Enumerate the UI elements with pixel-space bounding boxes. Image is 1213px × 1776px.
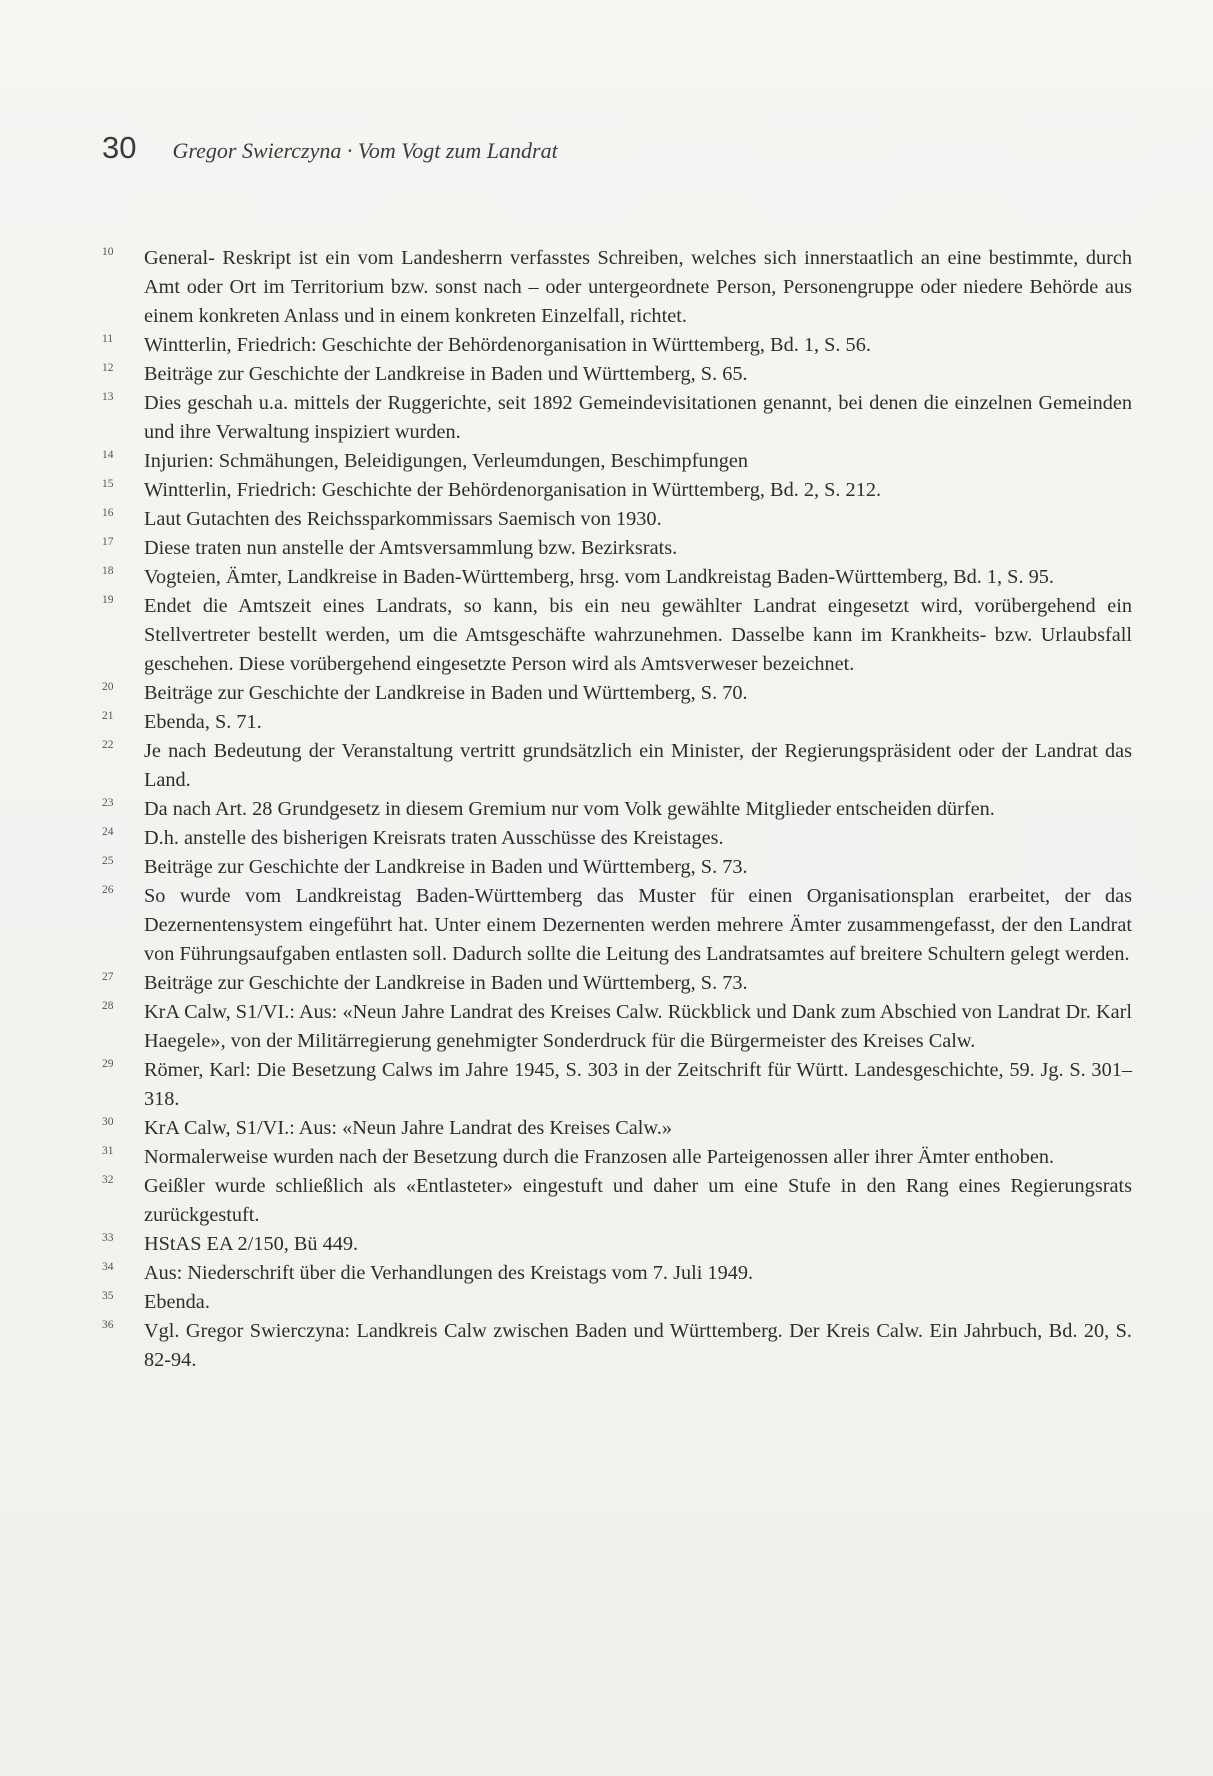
footnote-text: Vgl. Gregor Swierczyna: Landkreis Calw zwischen Baden und Württemberg. Der Kreis Calw. Ein Jahrbuch, Bd. 20, S. 82-94. <box>144 1320 1132 1371</box>
footnote-text: Geißler wurde schließlich als «Entlasteter» eingestuft und daher um eine Stufe in den Rang eines Regierungsrats zurückgestuft. <box>144 1175 1132 1226</box>
footnote <box>102 534 1132 563</box>
footnote <box>102 679 1132 708</box>
footnote-text: Diese traten nun anstelle der Amtsversammlung bzw. Bezirksrats. <box>144 537 678 559</box>
footnote <box>102 1317 1132 1375</box>
footnote <box>102 969 1132 998</box>
footnote <box>102 708 1132 737</box>
footnote <box>102 1056 1132 1114</box>
footnote-number: 23 <box>102 797 114 809</box>
footnote-number: 22 <box>102 739 114 751</box>
page-header <box>102 130 558 166</box>
footnote-text: Wintterlin, Friedrich: Geschichte der Behördenorganisation in Württemberg, Bd. 2, S. 212. <box>144 479 882 501</box>
page-number: 30 <box>102 130 137 165</box>
footnote-number: 13 <box>102 391 114 403</box>
footnote-text: HStAS EA 2/150, Bü 449. <box>144 1233 359 1255</box>
footnote <box>102 1172 1132 1230</box>
footnote <box>102 853 1132 882</box>
footnote-text: KrA Calw, S1/VI.: Aus: «Neun Jahre Landrat des Kreises Calw.» <box>144 1117 672 1139</box>
footnote <box>102 882 1132 969</box>
footnote-text: D.h. anstelle des bisherigen Kreisrats traten Ausschüsse des Kreistages. <box>144 827 724 849</box>
footnote-text: Ebenda, S. 71. <box>144 711 262 733</box>
footnote-number: 12 <box>102 362 114 374</box>
footnote-text: So wurde vom Landkreistag Baden-Württemberg das Muster für einen Organisationsplan erarbeitet, der das Dezernentensystem eingeführt hat. Unter einem Dezernenten werden mehrere Ämter zusammengefasst, der den Landrat von Führungsaufgaben entlasten soll. Dadurch sollte die Leitung des Landratsamtes auf breitere Schultern gelegt werden. <box>144 885 1132 965</box>
footnote-number: 32 <box>102 1174 114 1186</box>
footnote-text: General- Reskript ist ein vom Landesherrn verfasstes Schreiben, welches sich innerstaatlich an eine bestimmte, durch Amt oder Ort im Territorium bzw. sonst nach – oder untergeordnete Person, Personengruppe oder niedere Behörde aus einem konkreten Anlass und in einem konkreten Einzelfall, richtet. <box>144 247 1132 327</box>
footnote <box>102 360 1132 389</box>
footnote-number: 34 <box>102 1261 114 1273</box>
footnote <box>102 1288 1132 1317</box>
footnote-text: Endet die Amtszeit eines Landrats, so kann, bis ein neu gewählter Landrat eingesetzt wird, vorübergehend ein Stellvertreter bestellt werden, um die Amtsgeschäfte wahrzunehmen. Dasselbe kann im Krankheits- bzw. Urlaubsfall geschehen. Diese vorübergehend eingesetzte Person wird als Amtsverweser bezeichnet. <box>144 595 1132 675</box>
footnote-text: Beiträge zur Geschichte der Landkreise in Baden und Württemberg, S. 73. <box>144 856 748 878</box>
footnote-number: 30 <box>102 1116 114 1128</box>
footnote-text: Normalerweise wurden nach der Besetzung durch die Franzosen alle Parteigenossen aller ihrer Ämter enthoben. <box>144 1146 1055 1168</box>
footnote-number: 28 <box>102 1000 114 1012</box>
footnote-number: 31 <box>102 1145 114 1157</box>
footnote <box>102 1143 1132 1172</box>
footnote-number: 17 <box>102 536 114 548</box>
footnote <box>102 563 1132 592</box>
footnote-text: Ebenda. <box>144 1291 210 1313</box>
footnote-number: 10 <box>102 246 114 258</box>
footnote <box>102 1259 1132 1288</box>
footnote-text: Wintterlin, Friedrich: Geschichte der Behördenorganisation in Württemberg, Bd. 1, S. 56. <box>144 334 871 356</box>
footnote-number: 14 <box>102 449 114 461</box>
footnote <box>102 1230 1132 1259</box>
footnote-number: 26 <box>102 884 114 896</box>
footnote <box>102 795 1132 824</box>
footnote-number: 18 <box>102 565 114 577</box>
footnote <box>102 505 1132 534</box>
running-title: Gregor Swierczyna · Vom Vogt zum Landrat <box>172 138 558 163</box>
footnote <box>102 476 1132 505</box>
footnote-text: Je nach Bedeutung der Veranstaltung vertritt grundsätzlich ein Minister, der Regierungspräsident oder der Landrat das Land. <box>144 740 1132 791</box>
footnote-number: 20 <box>102 681 114 693</box>
footnote-text: Vogteien, Ämter, Landkreise in Baden-Württemberg, hrsg. vom Landkreistag Baden-Württemberg, Bd. 1, S. 95. <box>144 566 1054 588</box>
footnotes-list <box>102 244 1132 1375</box>
footnote <box>102 244 1132 331</box>
footnote <box>102 389 1132 447</box>
footnote <box>102 737 1132 795</box>
footnote <box>102 331 1132 360</box>
footnote-number: 16 <box>102 507 114 519</box>
footnote-text: Beiträge zur Geschichte der Landkreise in Baden und Württemberg, S. 70. <box>144 682 748 704</box>
footnote <box>102 824 1132 853</box>
footnote <box>102 998 1132 1056</box>
footnote-number: 21 <box>102 710 114 722</box>
footnote-number: 19 <box>102 594 114 606</box>
footnote-number: 25 <box>102 855 114 867</box>
footnote-number: 11 <box>102 333 114 345</box>
footnote <box>102 1114 1132 1143</box>
footnote-text: Aus: Niederschrift über die Verhandlungen des Kreistags vom 7. Juli 1949. <box>144 1262 754 1284</box>
footnote-text: Beiträge zur Geschichte der Landkreise in Baden und Württemberg, S. 73. <box>144 972 748 994</box>
footnote-text: Da nach Art. 28 Grundgesetz in diesem Gremium nur vom Volk gewählte Mitglieder entscheiden dürfen. <box>144 798 995 820</box>
footnote-text: KrA Calw, S1/VI.: Aus: «Neun Jahre Landrat des Kreises Calw. Rückblick und Dank zum Abschied von Landrat Dr. Karl Haegele», von der Militärregierung genehmigter Sonderdruck für die Bürgermeister des Kreises Calw. <box>144 1001 1132 1052</box>
footnote-text: Römer, Karl: Die Besetzung Calws im Jahre 1945, S. 303 in der Zeitschrift für Württ. Landesgeschichte, 59. Jg. S. 301–318. <box>144 1059 1132 1110</box>
footnote-text: Beiträge zur Geschichte der Landkreise in Baden und Württemberg, S. 65. <box>144 363 748 385</box>
footnote-number: 15 <box>102 478 114 490</box>
footnote <box>102 447 1132 476</box>
footnote-text: Dies geschah u.a. mittels der Ruggerichte, seit 1892 Gemeindevisitationen genannt, bei denen die einzelnen Gemeinden und ihre Verwaltung inspiziert wurden. <box>144 392 1132 443</box>
footnote <box>102 592 1132 679</box>
footnote-number: 29 <box>102 1058 114 1070</box>
footnote-text: Injurien: Schmähungen, Beleidigungen, Verleumdungen, Beschimpfungen <box>144 450 748 472</box>
footnote-number: 27 <box>102 971 114 983</box>
footnote-text: Laut Gutachten des Reichssparkommissars Saemisch von 1930. <box>144 508 662 530</box>
footnote-number: 24 <box>102 826 114 838</box>
footnote-number: 35 <box>102 1290 114 1302</box>
footnote-number: 36 <box>102 1319 114 1331</box>
footnote-number: 33 <box>102 1232 114 1244</box>
